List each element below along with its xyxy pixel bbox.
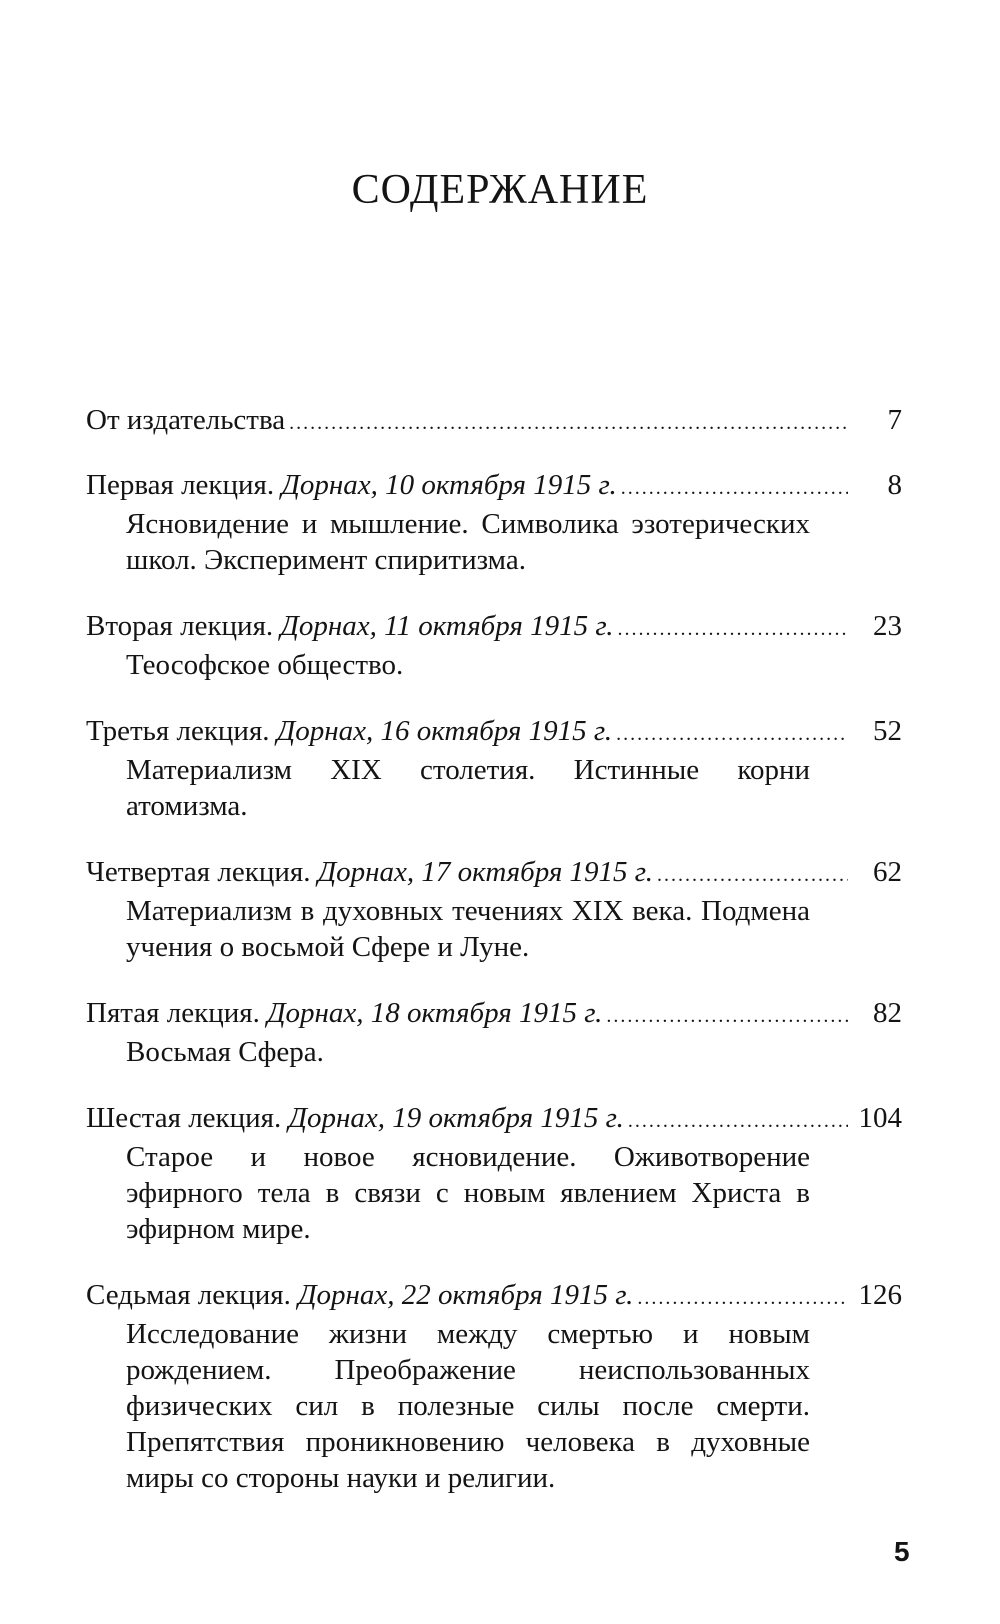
toc-entry-line bbox=[86, 854, 902, 893]
toc-entry bbox=[86, 402, 902, 441]
toc-entry-line bbox=[86, 995, 902, 1034]
toc-page-number: 82 bbox=[873, 997, 902, 1029]
entry-title: Первая лекция. bbox=[86, 469, 275, 501]
toc-entry-line bbox=[86, 713, 902, 752]
entry-place-date: Дорнах, 10 октября 1915 г. bbox=[281, 469, 617, 501]
toc-entry bbox=[86, 1100, 902, 1247]
toc-entry-line bbox=[86, 608, 902, 647]
toc-page-number: 104 bbox=[858, 1102, 902, 1134]
dot-leader bbox=[616, 716, 848, 752]
dot-leader bbox=[657, 857, 848, 893]
entry-description: Ясновидение и мышление. Символика эзотерических школ. Эксперимент спиритизма. bbox=[126, 508, 810, 576]
toc-entry-label bbox=[86, 608, 614, 644]
dot-leader bbox=[289, 405, 848, 441]
toc-entry bbox=[86, 854, 902, 965]
entry-title: Четвертая лекция. bbox=[86, 856, 311, 888]
entry-place-date: Дорнах, 16 октября 1915 г. bbox=[276, 715, 613, 747]
dot-leader bbox=[618, 611, 848, 647]
toc-page-number: 62 bbox=[873, 856, 902, 888]
dot-leader bbox=[628, 1103, 848, 1139]
entry-title: От издательства bbox=[86, 404, 286, 436]
toc-entry-label bbox=[86, 467, 617, 503]
entry-title: Пятая лекция. bbox=[86, 997, 260, 1029]
entry-description: Старое и новое ясновидение. Оживотворение эфирного тела в связи с новым явлением Христа в эфирном мире. bbox=[126, 1141, 810, 1245]
entry-title: Вторая лекция. bbox=[86, 610, 274, 642]
toc-entry-line bbox=[86, 1100, 902, 1139]
folio-page-number: 5 bbox=[894, 1536, 910, 1567]
toc-page-number: 7 bbox=[887, 404, 902, 436]
toc-page-number: 23 bbox=[873, 610, 902, 642]
entry-description: Восьмая Сфера. bbox=[126, 1036, 324, 1068]
entry-title: Седьмая лекция. bbox=[86, 1279, 291, 1311]
entry-place-date: Дорнах, 11 октября 1915 г. bbox=[280, 610, 614, 642]
toc-entry-label bbox=[86, 995, 602, 1031]
toc-page-number: 52 bbox=[873, 715, 902, 747]
entry-title: Третья лекция. bbox=[86, 715, 270, 747]
toc-entry-label bbox=[86, 1277, 633, 1313]
entry-place-date: Дорнах, 18 октября 1915 г. bbox=[267, 997, 603, 1029]
toc-entry bbox=[86, 995, 902, 1070]
entry-place-date: Дорнах, 17 октября 1915 г. bbox=[317, 856, 653, 888]
toc-entry-line bbox=[86, 467, 902, 506]
toc-entry bbox=[86, 713, 902, 824]
toc-entry-line bbox=[86, 1277, 902, 1316]
entry-description: Материализм в духовных течениях XIX века. Подмена учения о восьмой Сфере и Луне. bbox=[126, 895, 810, 963]
entry-title: Шестая лекция. bbox=[86, 1102, 282, 1134]
toc-entry-label bbox=[86, 402, 285, 438]
toc-entry-label bbox=[86, 713, 612, 749]
toc-page-number: 126 bbox=[858, 1279, 902, 1311]
table-of-contents bbox=[86, 402, 902, 1526]
toc-entry-label bbox=[86, 1100, 624, 1136]
entry-description: Теософское общество. bbox=[126, 649, 404, 681]
entry-description: Исследование жизни между смертью и новым рождением. Преображение неиспользованных физических сил в полезные силы после смерти. Препятствия проникновению человека в духовные миры со стороны науки и религии. bbox=[126, 1318, 810, 1494]
toc-page-number: 8 bbox=[887, 469, 902, 501]
toc-entry-line bbox=[86, 402, 902, 441]
entry-place-date: Дорнах, 22 октября 1915 г. bbox=[298, 1279, 634, 1311]
dot-leader bbox=[637, 1280, 848, 1316]
toc-entry bbox=[86, 608, 902, 683]
entry-place-date: Дорнах, 19 октября 1915 г. bbox=[288, 1102, 624, 1134]
toc-entry-label bbox=[86, 854, 653, 890]
dot-leader bbox=[606, 998, 848, 1034]
toc-entry bbox=[86, 1277, 902, 1496]
entry-description: Материализм XIX столетия. Истинные корни атомизма. bbox=[126, 754, 810, 822]
dot-leader bbox=[621, 470, 848, 506]
toc-entry bbox=[86, 467, 902, 578]
page-title: СОДЕРЖАНИЕ bbox=[351, 167, 649, 214]
